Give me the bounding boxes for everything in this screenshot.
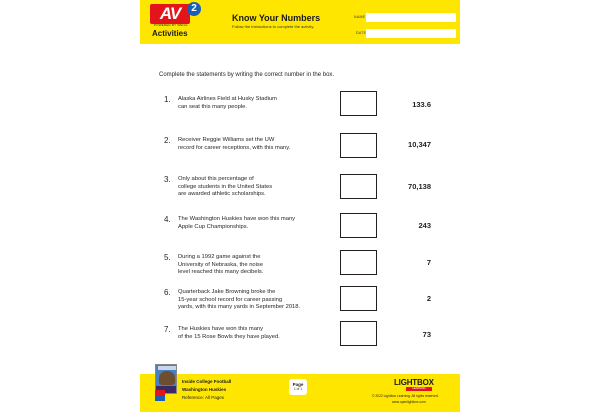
page-indicator — [289, 379, 307, 395]
reference-text: Reference: All Pages — [182, 395, 225, 400]
website-link[interactable]: www.openlightbox.com — [392, 400, 426, 404]
answer-box[interactable] — [340, 213, 377, 238]
question-line: University of Nebraska, the noise — [178, 261, 264, 268]
footer-band — [140, 374, 460, 412]
question-number: 2. — [164, 136, 171, 145]
page-title: Know Your Numbers — [232, 13, 321, 23]
question-text — [178, 216, 338, 231]
question-line: The Washington Huskies have won this many — [178, 216, 296, 222]
lightbox-learning-label: LEARNING — [406, 387, 432, 391]
lightbox-logo: LIGHTBOX — [394, 378, 434, 387]
answer-box[interactable] — [340, 250, 377, 275]
question-line: of the 15 Rose Bowls they have played. — [178, 333, 280, 340]
question-line: Quarterback Jake Browning broke the — [178, 289, 276, 295]
book-title: Washington Huskies — [182, 387, 227, 392]
question-line: Only about this percentage of — [178, 176, 254, 182]
question-text — [178, 289, 338, 312]
question-line: The Huskies have won this many — [178, 326, 264, 332]
av2-logo-tagline: POWERED BY WEIGL — [154, 23, 188, 27]
cover-mascot — [159, 371, 175, 385]
page-subtitle: Follow the instructions to complete the activity. — [232, 24, 315, 29]
question-number: 7. — [164, 325, 171, 334]
question-text — [178, 96, 338, 111]
activities-label: Activities — [152, 29, 188, 38]
worksheet-page — [140, 0, 460, 412]
question-line: level reached this many decibels. — [178, 269, 264, 275]
answer-box[interactable] — [340, 133, 377, 158]
question-number: 6. — [164, 288, 171, 297]
question-text — [178, 137, 338, 152]
page-count: 1 of 1 — [294, 387, 302, 391]
answer-option: 10,347 — [408, 140, 431, 149]
answer-option: 73 — [422, 330, 431, 339]
question-line: record for career receptions, with this many. — [178, 144, 291, 151]
answer-box[interactable] — [340, 91, 377, 116]
question-text — [178, 326, 338, 341]
answer-option: 2 — [426, 294, 431, 303]
question-number: 1. — [164, 95, 171, 104]
question-text — [178, 254, 338, 277]
answer-option: 70,138 — [408, 182, 431, 191]
answer-box[interactable] — [340, 286, 377, 311]
instructions: Complete the statements by writing the correct number in the box. — [159, 72, 335, 78]
question-line: Receiver Reggie Williams set the UW — [178, 137, 275, 143]
question-line: Apple Cup Championships. — [178, 223, 249, 230]
question-line: can seat this many people. — [178, 103, 247, 110]
date-field[interactable] — [366, 29, 456, 38]
question-line: are awarded athletic scholarships. — [178, 191, 266, 197]
answer-option: 133.6 — [412, 100, 431, 109]
question-line: 15-year school record for career passing — [178, 296, 283, 303]
question-line: Alaska Airlines Field at Husky Stadium — [178, 96, 277, 102]
question-number: 5. — [164, 253, 171, 262]
av2-logo-superscript: 2 — [187, 2, 201, 16]
question-line: yards, with this many yards in September 2018. — [178, 304, 301, 310]
question-text — [178, 176, 338, 199]
question-line: college students in the United States — [178, 183, 273, 190]
av2-logo-text: AV — [150, 4, 190, 24]
av2-badge-icon-lower — [155, 396, 165, 401]
series-title: Inside College Football — [182, 379, 232, 384]
answer-box[interactable] — [340, 174, 377, 199]
cover-title-strip — [158, 366, 176, 370]
av2-logo — [150, 4, 202, 40]
title-block — [232, 13, 320, 30]
answer-option: 7 — [426, 258, 431, 267]
name-field[interactable] — [366, 13, 456, 22]
question-number: 4. — [164, 215, 171, 224]
copyright-text: © 2022 Lightbox Learning. All rights reserved. — [372, 394, 439, 398]
header-band — [140, 0, 460, 44]
name-label: NAME — [354, 15, 366, 19]
question-number: 3. — [164, 175, 171, 184]
answer-box[interactable] — [340, 321, 377, 346]
answer-option: 243 — [418, 221, 431, 230]
page-word: Page — [292, 382, 304, 387]
question-line: During a 1992 game against the — [178, 254, 261, 260]
date-label: DATE — [356, 31, 367, 35]
